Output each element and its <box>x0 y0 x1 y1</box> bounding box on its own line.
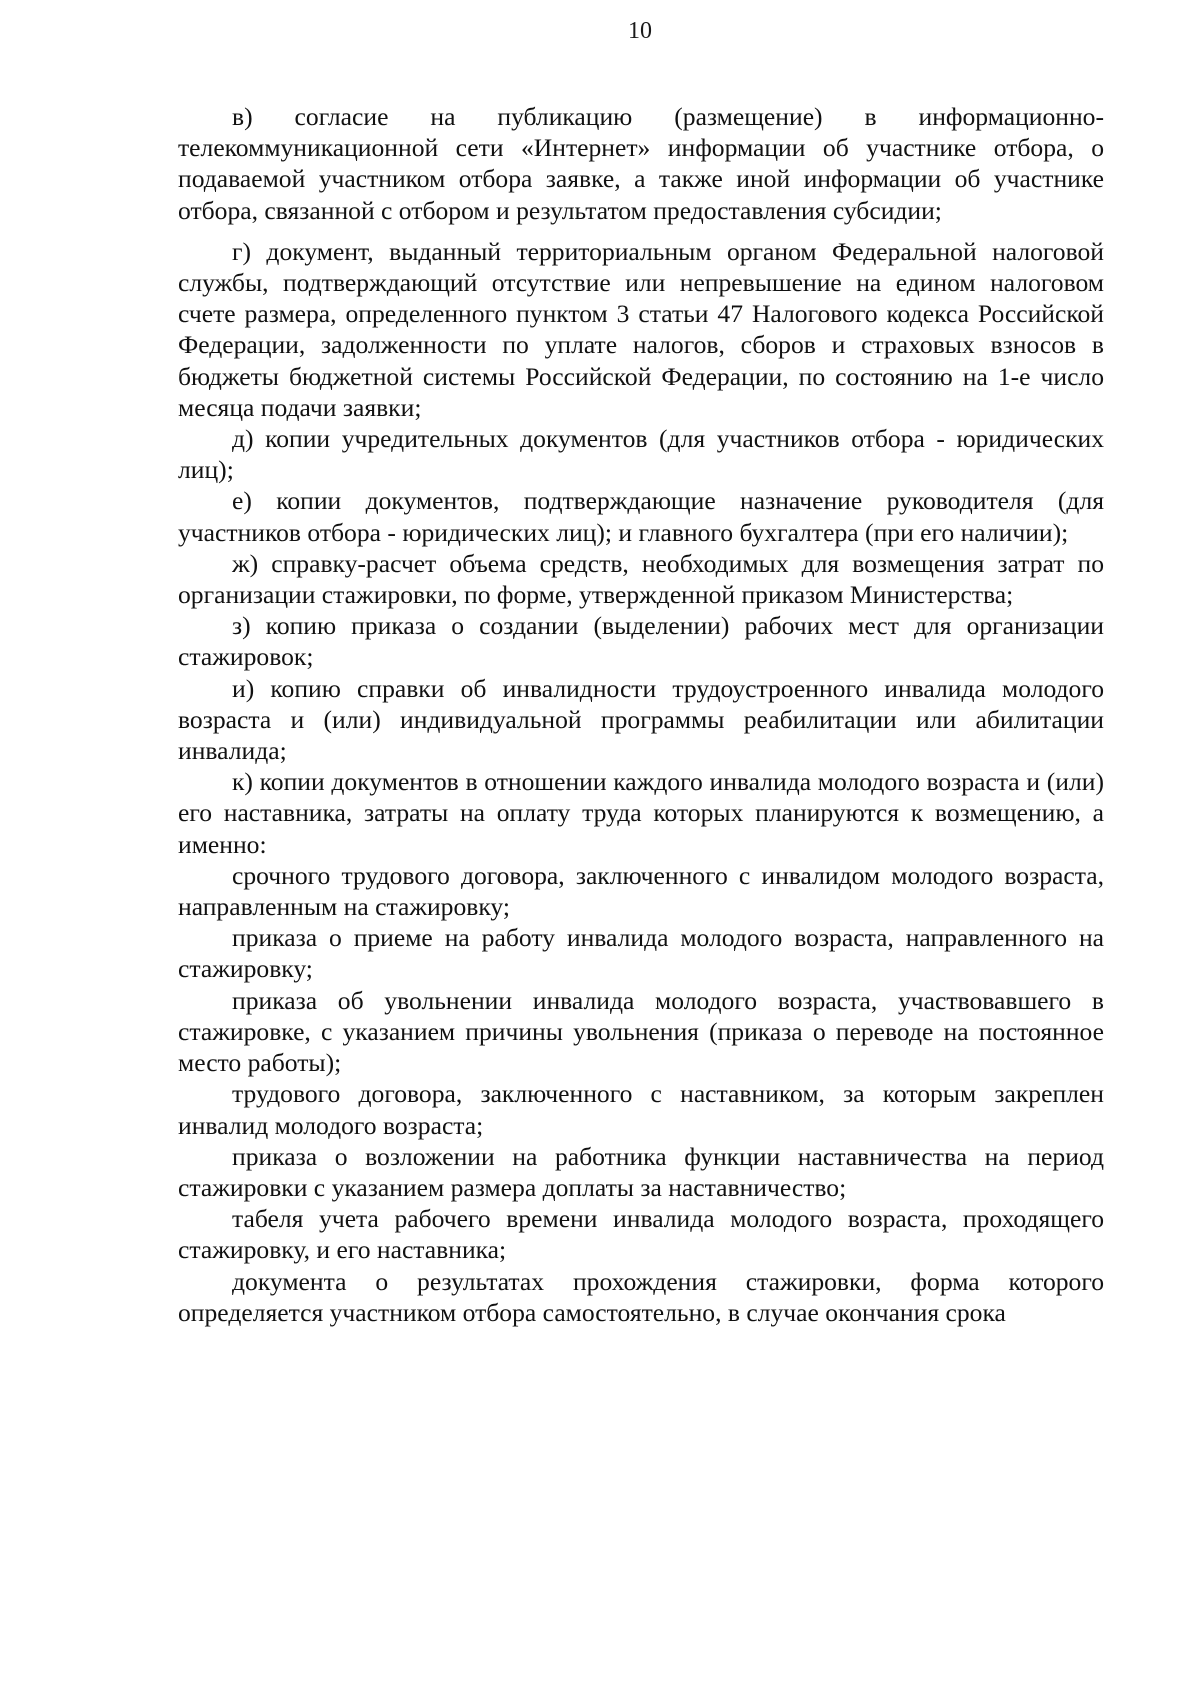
paragraph-k-item-7: документа о результатах прохождения стажировки, форма которого определяется участником отбора самостоятельно, в случае окончания срока <box>178 1266 1104 1327</box>
paragraph-g: г) документ, выданный территориальным органом Федеральной налоговой службы, подтверждающий отсутствие или непревышение на едином налоговом счете размера, определенного пунктом 3 статьи 47 Налогового кодекса Российской Федерации, задолженности по уплате налогов, сборов и страховых взносов в бюджеты бюджетной системы Российской Федерации, по состоянию на 1-е число месяца подачи заявки; <box>178 236 1104 422</box>
paragraph-k-item-3: приказа об увольнении инвалида молодого возраста, участвовавшего в стажировке, с указанием причины увольнения (приказа о переводе на постоянное место работы); <box>178 985 1104 1078</box>
paragraph-k-item-5: приказа о возложении на работника функции наставничества на период стажировки с указанием размера доплаты за наставничество; <box>178 1141 1104 1202</box>
paragraph-e: е) копии документов, подтверждающие назначение руководителя (для участников отбора - юридических лиц); и главного бухгалтера (при его наличии); <box>178 486 1104 547</box>
paragraph-k-item-4: трудового договора, заключенного с наставником, за которым закреплен инвалид молодого возраста; <box>178 1079 1104 1140</box>
paragraph-k-item-2: приказа о приеме на работу инвалида молодого возраста, направленного на стажировку; <box>178 923 1104 984</box>
paragraph-i: и) копию справки об инвалидности трудоустроенного инвалида молодого возраста и (или) индивидуальной программы реабилитации или абилитации инвалида; <box>178 673 1104 766</box>
paragraph-k: к) копии документов в отношении каждого инвалида молодого возраста и (или) его наставника, затраты на оплату труда которых планируются к возмещению, а именно: <box>178 767 1104 859</box>
paragraph-k-item-1: срочного трудового договора, заключенного с инвалидом молодого возраста, направленным на стажировку; <box>178 860 1104 922</box>
paragraph-d: д) копии учредительных документов (для участников отбора - юридических лиц); <box>178 424 1104 485</box>
paragraph-v: в) согласие на публикацию (размещение) в информационно-телекоммуникационной сети «Интернет» информации об участнике отбора, о подаваемой участником отбора заявке, а также иной информации об участнике отбора, связанной с отбором и результатом предоставления субсидии; <box>178 102 1104 225</box>
paragraph-z: з) копию приказа о создании (выделении) рабочих мест для организации стажировок; <box>178 611 1104 672</box>
document-body <box>178 101 1104 1328</box>
paragraph-k-item-6: табеля учета рабочего времени инвалида молодого возраста, проходящего стажировку, и его наставника; <box>178 1204 1104 1265</box>
page-number: 10 <box>628 18 652 44</box>
paragraph-zh: ж) справку-расчет объема средств, необходимых для возмещения затрат по организации стажировки, по форме, утвержденной приказом Министерства; <box>178 548 1104 610</box>
